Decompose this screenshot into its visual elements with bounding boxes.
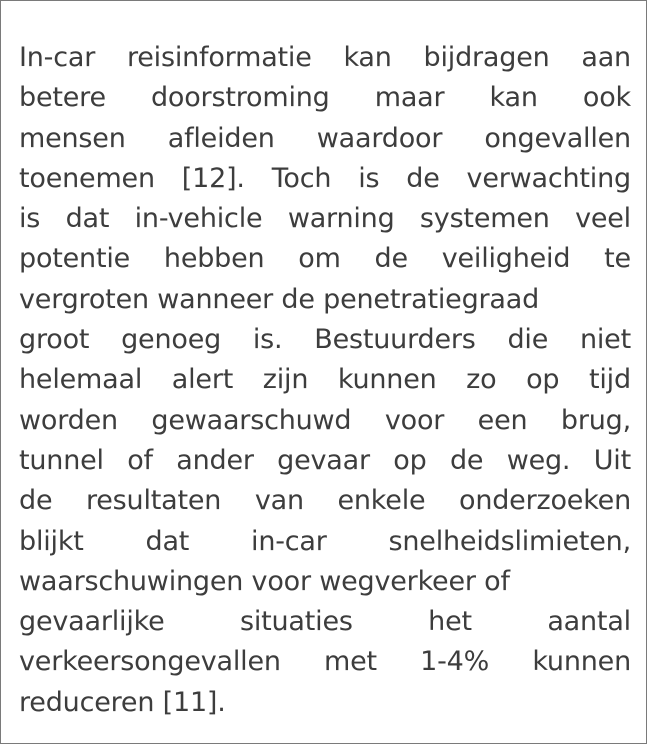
paragraph	[19, 38, 631, 723]
word: niet	[579, 324, 631, 356]
word: een	[477, 404, 528, 436]
word: op	[526, 364, 560, 396]
word: snelheidslimieten,	[388, 525, 631, 557]
word: In-car	[19, 42, 96, 73]
text-line	[19, 320, 631, 360]
word: tijd	[588, 364, 631, 396]
word: de	[374, 243, 408, 275]
word: van	[254, 485, 304, 517]
word: ander	[176, 444, 254, 476]
word: Toch	[271, 162, 332, 194]
word: [12].	[181, 162, 245, 194]
word: zijn	[262, 364, 309, 396]
word: alert	[171, 364, 234, 396]
word: systemen	[419, 203, 550, 235]
word: te	[604, 243, 631, 275]
word: 1-4%	[420, 646, 490, 678]
word: is.	[252, 324, 283, 356]
word: groot	[19, 324, 90, 356]
word: de	[406, 162, 440, 194]
text-line	[19, 401, 631, 441]
text-line	[19, 642, 631, 682]
word: gevaar	[277, 444, 370, 476]
word: ook	[582, 82, 631, 114]
word: warning	[287, 203, 395, 235]
text-line: reduceren [11].	[19, 686, 226, 718]
text-line: vergroten wanneer de penetratiegraad	[19, 283, 540, 315]
text-line	[19, 522, 631, 562]
word: verkeersongevallen	[19, 646, 281, 678]
word: verwachting	[466, 162, 631, 194]
word: tunnel	[19, 444, 104, 476]
word: Bestuurders	[314, 324, 476, 356]
word: gevaarlijke	[19, 606, 165, 638]
text-line	[19, 78, 631, 118]
text-line	[19, 481, 631, 521]
word: bijdragen	[423, 42, 550, 73]
word: betere	[19, 82, 106, 114]
word: hebben	[163, 243, 265, 275]
word: reisinformatie	[126, 42, 312, 73]
word: dat	[145, 525, 190, 557]
word: waardoor	[316, 122, 443, 154]
text-line	[19, 38, 631, 78]
word: veiligheid	[441, 243, 571, 275]
word: helemaal	[19, 364, 143, 396]
text-line	[19, 199, 631, 239]
word: in-car	[251, 525, 327, 557]
word: in-vehicle	[134, 203, 263, 235]
word: op	[393, 444, 427, 476]
text-line	[19, 602, 631, 642]
word: met	[324, 646, 377, 678]
word: kan	[343, 42, 392, 73]
word: de	[19, 485, 53, 517]
word: de	[449, 444, 484, 476]
word: doorstroming	[150, 82, 330, 114]
word: is	[358, 162, 380, 194]
word: gewaarschuwd	[151, 404, 352, 436]
word: ongevallen	[484, 122, 631, 154]
word: dat	[65, 203, 110, 235]
word: brug,	[560, 404, 631, 436]
text-line: waarschuwingen voor wegverkeer of	[19, 565, 510, 597]
text-line	[19, 119, 631, 159]
word: resultaten	[85, 485, 222, 517]
word: het	[428, 606, 472, 638]
word: weg.	[506, 444, 571, 476]
word: worden	[19, 404, 118, 436]
word: Uit	[593, 444, 631, 476]
word: mensen	[19, 122, 126, 154]
word: potentie	[19, 243, 131, 275]
word: kunnen	[337, 364, 437, 396]
word: toenemen	[19, 162, 155, 194]
word: genoeg	[121, 324, 222, 356]
word: die	[507, 324, 549, 356]
word: onderzoeken	[459, 485, 631, 517]
text-line	[19, 360, 631, 400]
word: enkele	[337, 485, 426, 517]
text-line	[19, 441, 631, 481]
word: situaties	[239, 606, 353, 638]
text-line	[19, 239, 631, 279]
word: blijkt	[19, 525, 84, 557]
word: om	[298, 243, 341, 275]
word: aan	[581, 42, 631, 73]
word: voor	[384, 404, 445, 436]
word: veel	[575, 203, 631, 235]
word: aantal	[547, 606, 631, 638]
word: of	[127, 444, 153, 476]
word: afleiden	[167, 122, 275, 154]
word: maar	[374, 82, 445, 114]
word: kan	[489, 82, 538, 114]
text-line	[19, 159, 631, 199]
word: zo	[466, 364, 497, 396]
word: kunnen	[532, 646, 631, 678]
word: is	[19, 203, 41, 235]
